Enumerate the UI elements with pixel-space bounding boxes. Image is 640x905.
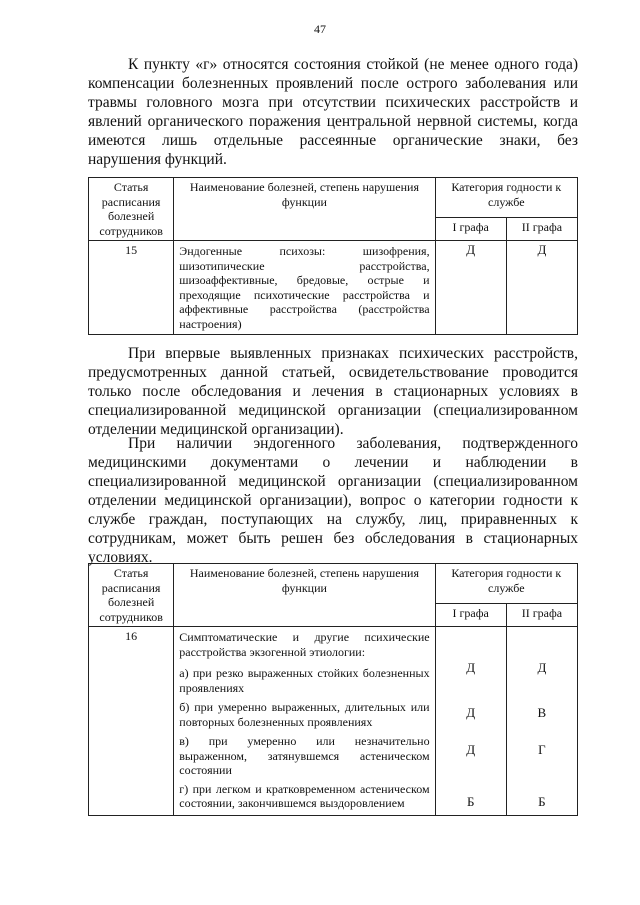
header-column-1: I графа	[435, 604, 506, 627]
header-article: Статья расписания болезней сотрудников	[89, 178, 174, 241]
subitem-a-g2: Д	[537, 660, 547, 675]
header-disease-name: Наименование болезней, степень нарушения функции	[174, 178, 435, 241]
subitem-v-g1: Д	[466, 742, 476, 757]
article-number: 15	[89, 241, 174, 335]
header-disease-name: Наименование болезней, степень нарушения функции	[174, 564, 435, 627]
paragraph-endogenous: При наличии эндогенного заболевания, подтвержденного медицинскими документами о лечении и наблюдении в специализированной медицинской организации (специализированном отделении медицинской организации), вопрос о категории годности к службе граждан, поступающих на службу, лиц, приравненных к сотрудникам, может быть решен без обследования в стационарных условиях.	[88, 435, 578, 566]
paragraph-first-detected: При впервые выявленных признаках психических расстройств, предусмотренных данной статьей, освидетельствование проводится только после обследования и лечения в стационарных условиях в специализированной медицинской организации (специализированном отделении медицинской организации).	[88, 345, 578, 438]
subitem-v: в) при умеренно или незначительно выраженном, затянувшемся астеническом состоянии	[179, 734, 430, 777]
header-column-2: II графа	[506, 218, 577, 241]
subitem-b: б) при умеренно выраженных, длительных или повторных болезненных проявлениях	[179, 700, 430, 729]
table-row	[89, 627, 578, 816]
subitem-g-g1: Б	[466, 794, 475, 809]
header-category: Категория годности к службе	[435, 178, 577, 218]
subitem-b-g2: В	[537, 705, 547, 720]
subitem-b-g1: Д	[466, 705, 476, 720]
page-number: 47	[314, 22, 326, 36]
category-column-1: Д	[435, 241, 506, 335]
header-article: Статья расписания болезней сотрудников	[89, 564, 174, 627]
header-category: Категория годности к службе	[435, 564, 577, 604]
header-column-1: I графа	[435, 218, 506, 241]
subitem-g: г) при легком и кратковременном астеническом состоянии, закончившемся выздоровлением	[179, 781, 430, 810]
table-row	[89, 241, 578, 335]
subitem-v-g2: Г	[538, 742, 546, 757]
disease-description	[174, 627, 435, 816]
category-column-1	[435, 627, 506, 816]
article-number: 16	[89, 627, 174, 816]
disease-intro: Симптоматические и другие психические расстройства экзогенной этиологии:	[179, 630, 430, 659]
subitem-a: а) при резко выраженных стойких болезненных проявлениях	[179, 666, 430, 695]
article-16-table	[88, 563, 578, 816]
article-15-table	[88, 177, 578, 335]
subitem-g-g2: Б	[538, 794, 546, 809]
category-column-2: Д	[506, 241, 577, 335]
paragraph-point-g: К пункту «г» относятся состояния стойкой (не менее одного года) компенсации болезненных проявлений после острого заболевания или травмы головного мозга при отсутствии психических расстройств и явлений органического поражения центральной нервной системы, когда имеются лишь отдельные рассеянные органические знаки, без нарушения функций.	[88, 56, 578, 168]
category-column-2	[506, 627, 577, 816]
subitem-a-g1: Д	[466, 660, 476, 675]
disease-description: Эндогенные психозы: шизофрения, шизотипические расстройства, шизоаффективные, бредовые, острые и преходящие психотические расстройства и аффективные расстройства (расстройства настроения)	[174, 241, 435, 335]
header-column-2: II графа	[506, 604, 577, 627]
